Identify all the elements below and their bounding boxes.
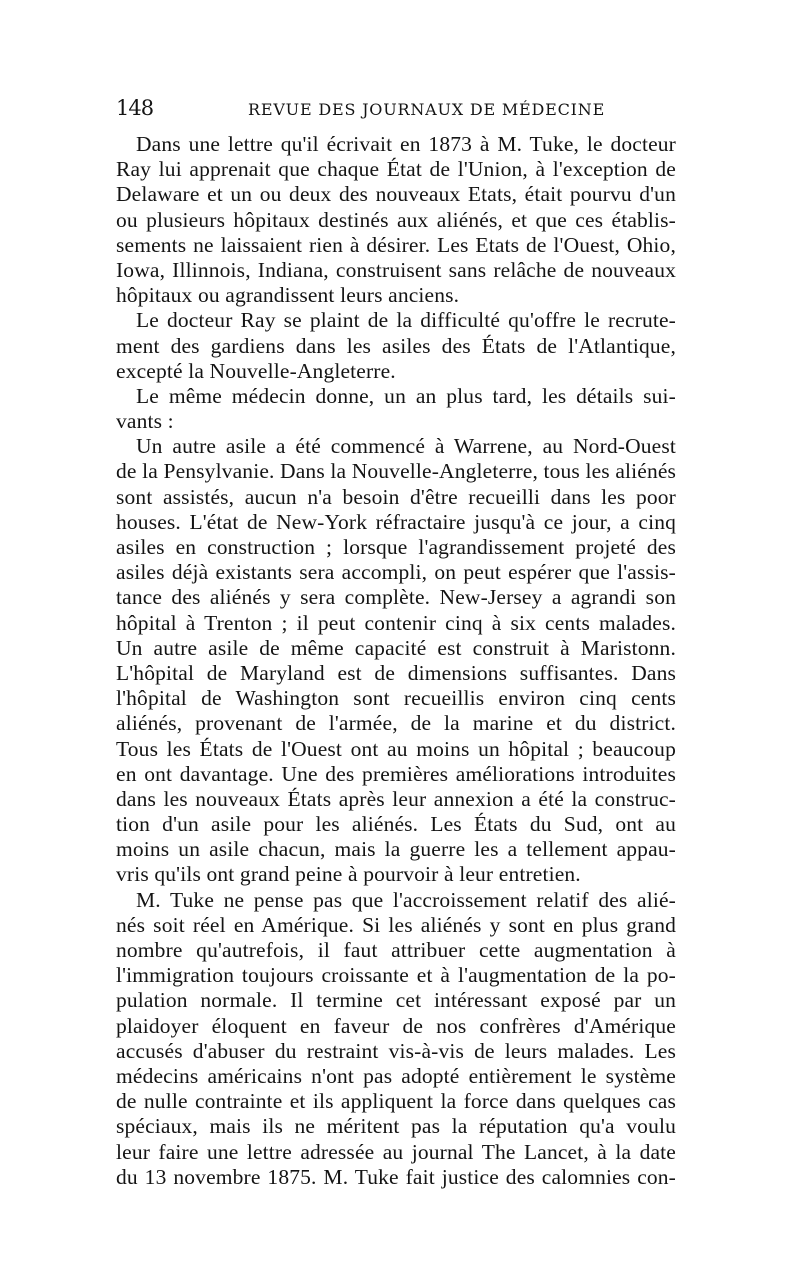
text-line: Iowa, Illinnois, Indiana, construisent sans relâche de nouveaux xyxy=(116,257,676,282)
text-line: Delaware et un ou deux des nouveaux Etats, était pourvu d'un xyxy=(116,182,676,207)
text-line: Le même médecin donne, un an plus tard, les détails sui- xyxy=(136,383,676,408)
text-line: accusés d'abuser du restraint vis-à-vis de leurs malades. Les xyxy=(116,1038,676,1063)
text-line: excepté la Nouvelle-Angleterre. xyxy=(116,358,396,383)
text-line: sements ne laissaient rien à désirer. Les Etats de l'Ouest, Ohio, xyxy=(116,232,676,257)
text-line: Un autre asile a été commencé à Warrene, au Nord-Ouest xyxy=(136,434,676,459)
text-line: moins un asile chacun, mais la guerre les a tellement appau- xyxy=(116,837,676,862)
text-line: spéciaux, mais ils ne méritent pas la réputation qu'a voulu xyxy=(116,1114,676,1139)
text-line: asiles en construction ; lorsque l'agrandissement projeté des xyxy=(116,535,676,559)
text-line: L'hôpital de Maryland est de dimensions suffisantes. Dans xyxy=(116,660,676,685)
text-line: Un autre asile de même capacité est construit à Maristonn. xyxy=(116,635,676,660)
text-line: dans les nouveaux États après leur annexion a été la construc- xyxy=(116,786,676,811)
page-number: 148 xyxy=(116,96,154,120)
text-line: leur faire une lettre adressée au journal The Lancet, à la date xyxy=(116,1139,676,1164)
text-line: l'immigration toujours croissante et à l'augmentation de la po- xyxy=(116,963,676,988)
text-line: Le docteur Ray se plaint de la difficulté qu'offre le recrute- xyxy=(136,308,676,333)
text-line: nés soit réel en Amérique. Si les aliénés y sont en plus grand xyxy=(116,912,676,937)
text-line: pulation normale. Il termine cet intéressant exposé par un xyxy=(116,988,676,1013)
running-head: REVUE DES JOURNAUX DE MÉDECINE xyxy=(248,100,606,119)
text-line: hôpitaux ou agrandissent leurs anciens. xyxy=(116,283,460,308)
text-line: M. Tuke ne pense pas que l'accroissement relatif des alié- xyxy=(136,887,676,912)
page-header xyxy=(116,96,676,126)
text-line: tion d'un asile pour les aliénés. Les États du Sud, ont au xyxy=(116,812,676,837)
text-line: plaidoyer éloquent en faveur de nos confrères d'Amérique xyxy=(116,1013,676,1038)
text-line: aliénés, provenant de l'armée, de la marine et du district. xyxy=(116,711,676,736)
text-line: nombre qu'autrefois, il faut attribuer cette augmentation à xyxy=(116,938,676,962)
text-line: hôpital à Trenton ; il peut contenir cinq à six cents malades. xyxy=(116,610,676,635)
text-line: ou plusieurs hôpitaux destinés aux aliénés, et que ces établis- xyxy=(116,207,676,232)
text-line: Dans une lettre qu'il écrivait en 1873 à M. Tuke, le docteur xyxy=(136,132,676,156)
text-line: de nulle contrainte et ils appliquent la force dans quelques cas xyxy=(116,1089,676,1114)
body-text xyxy=(116,132,676,1190)
text-line: houses. L'état de New-York réfractaire jusqu'à ce jour, a cinq xyxy=(116,509,676,534)
text-line: tance des aliénés y sera complète. New-Jersey a agrandi son xyxy=(116,585,676,610)
text-line: vants : xyxy=(116,409,174,434)
text-line: vris qu'ils ont grand peine à pourvoir à leur entretien. xyxy=(116,862,581,887)
text-line: du 13 novembre 1875. M. Tuke fait justice des calomnies con- xyxy=(116,1164,676,1189)
text-line: l'hôpital de Washington sont recueillis environ cinq cents xyxy=(116,686,676,711)
text-line: en ont davantage. Une des premières améliorations introduites xyxy=(116,761,676,786)
text-line: de la Pensylvanie. Dans la Nouvelle-Angleterre, tous les aliénés xyxy=(116,459,677,484)
text-line: médecins américains n'ont pas adopté entièrement le système xyxy=(116,1063,676,1088)
text-line: Ray lui apprenait que chaque État de l'Union, à l'exception de xyxy=(116,157,676,182)
text-line: ment des gardiens dans les asiles des États de l'Atlantique, xyxy=(116,333,676,358)
text-line: sont assistés, aucun n'a besoin d'être recueilli dans les poor xyxy=(116,484,676,509)
text-line: Tous les États de l'Ouest ont au moins un hôpital ; beaucoup xyxy=(116,736,676,761)
text-line: asiles déjà existants sera accompli, on peut espérer que l'assis- xyxy=(116,560,676,585)
